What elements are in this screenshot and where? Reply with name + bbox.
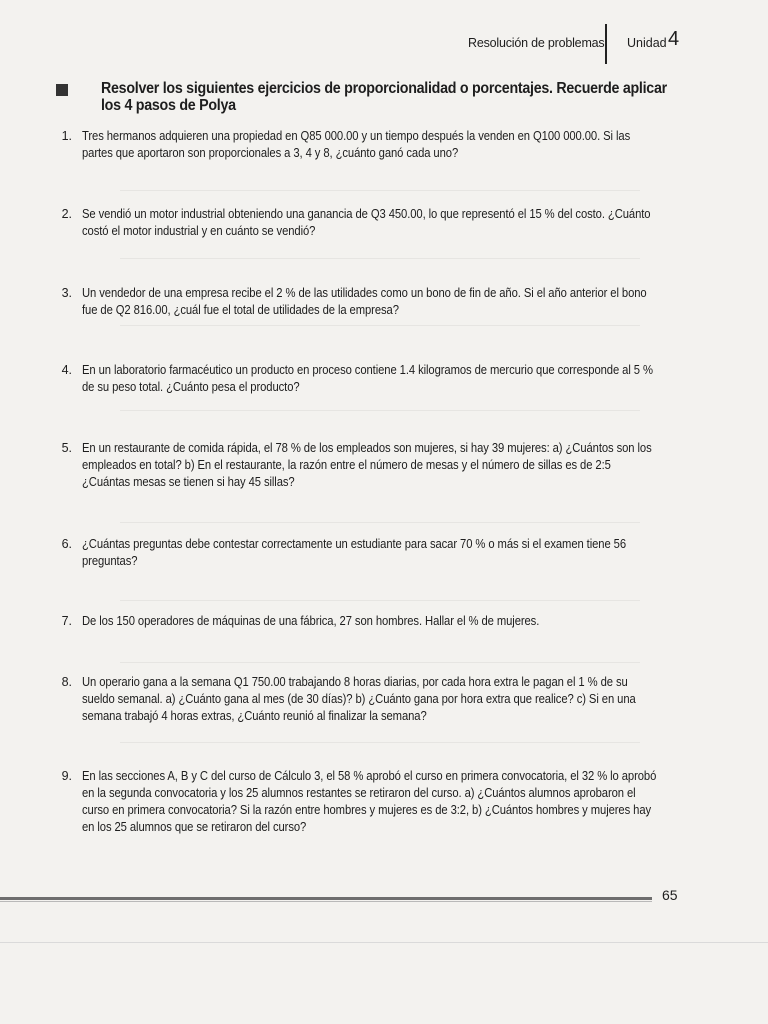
- exercise-number: 7.: [61, 614, 72, 628]
- instruction-text: Resolver los siguientes ejercicios de proporcionalidad o porcentajes. Recuerde aplicar los 4 pasos de Polya: [101, 80, 667, 114]
- exercise-text: En un laboratorio farmacéutico un producto en proceso contiene 1.4 kilogramos de mercurio que corresponde al 5 % de su peso total. ¿Cuánto pesa el producto?: [82, 363, 653, 394]
- exercise-number: 2.: [61, 207, 72, 221]
- exercise-number: 9.: [61, 769, 72, 783]
- exercise-6: [50, 536, 670, 570]
- exercise-number: 4.: [61, 363, 72, 377]
- exercise-2: [50, 206, 670, 240]
- instruction-block: [56, 80, 676, 114]
- exercise-text: ¿Cuántas preguntas debe contestar correctamente un estudiante para sacar 70 % o más si el examen tiene 56 preguntas?: [82, 537, 627, 568]
- bullet-square-icon: [56, 84, 68, 96]
- exercise-text: En las secciones A, B y C del curso de Cálculo 3, el 58 % aprobó el curso en primera convocatoria, el 32 % lo aprobó en la segunda convocatoria y los 25 alumnos restantes se retiraron del curso. a) ¿Cuántos alumnos aprobaron el curso en primera convocatoria? Si la razón entre hombres y mujeres es de 3:2, b) ¿Cuántos hombres y mujeres hay en los 25 alumnos que se retiraron del curso?: [82, 769, 657, 834]
- unit-label: Unidad: [627, 36, 667, 50]
- exercise-number: 1.: [61, 129, 72, 143]
- exercise-1: [50, 128, 670, 162]
- exercise-number: 8.: [61, 675, 72, 689]
- exercise-number: 3.: [61, 286, 72, 300]
- unit-number: 4: [668, 28, 680, 50]
- exercise-text: Un operario gana a la semana Q1 750.00 trabajando 8 horas diarias, por cada hora extra le pagan el 1 % de su sueldo semanal. a) ¿Cuánto gana al mes (de 30 días)? b) ¿Cuánto gana por hora extra que realice? c) Si en una semana trabajó 4 horas extras, ¿Cuánto reunió al finalizar la semana?: [82, 675, 636, 723]
- exercise-4: [50, 362, 670, 396]
- exercise-text: Tres hermanos adquieren una propiedad en Q85 000.00 y un tiempo después la venden en Q100 000.00. Si las partes que aportaron son proporcionales a 3, 4 y 8, ¿cuánto ganó cada uno?: [82, 129, 631, 160]
- exercise-number: 5.: [61, 441, 72, 455]
- exercise-text: Se vendió un motor industrial obteniendo una ganancia de Q3 450.00, lo que representó el 15 % del costo. ¿Cuánto costó el motor industrial y en cuánto se vendió?: [82, 207, 651, 238]
- exercise-text: En un restaurante de comida rápida, el 78 % de los empleados son mujeres, si hay 39 mujeres: a) ¿Cuántos son los empleados en total? b) En el restaurante, la razón entre el número de mesas y el número de sillas es de 2:5 ¿Cuántas mesas se tienen si hay 45 sillas?: [82, 441, 652, 489]
- page-number: 65: [662, 887, 678, 903]
- exercise-5: [50, 440, 670, 491]
- exercise-9: [50, 768, 670, 836]
- header-divider: [605, 24, 607, 64]
- page-header: [0, 22, 768, 66]
- footer-rule-thin: [0, 901, 652, 902]
- exercise-8: [50, 674, 670, 725]
- exercise-3: [50, 285, 670, 319]
- exercise-text: Un vendedor de una empresa recibe el 2 % de las utilidades como un bono de fin de año. Si el año anterior el bono fue de Q2 816.00, ¿cuál fue el total de utilidades de la empresa?: [82, 286, 647, 317]
- exercise-number: 6.: [61, 537, 72, 551]
- bottom-crease: [0, 942, 768, 943]
- section-title: Resolución de problemas: [468, 36, 605, 50]
- exercise-7: [50, 613, 670, 630]
- footer-rule: [0, 897, 652, 900]
- exercise-text: De los 150 operadores de máquinas de una fábrica, 27 son hombres. Hallar el % de mujeres.: [82, 614, 540, 628]
